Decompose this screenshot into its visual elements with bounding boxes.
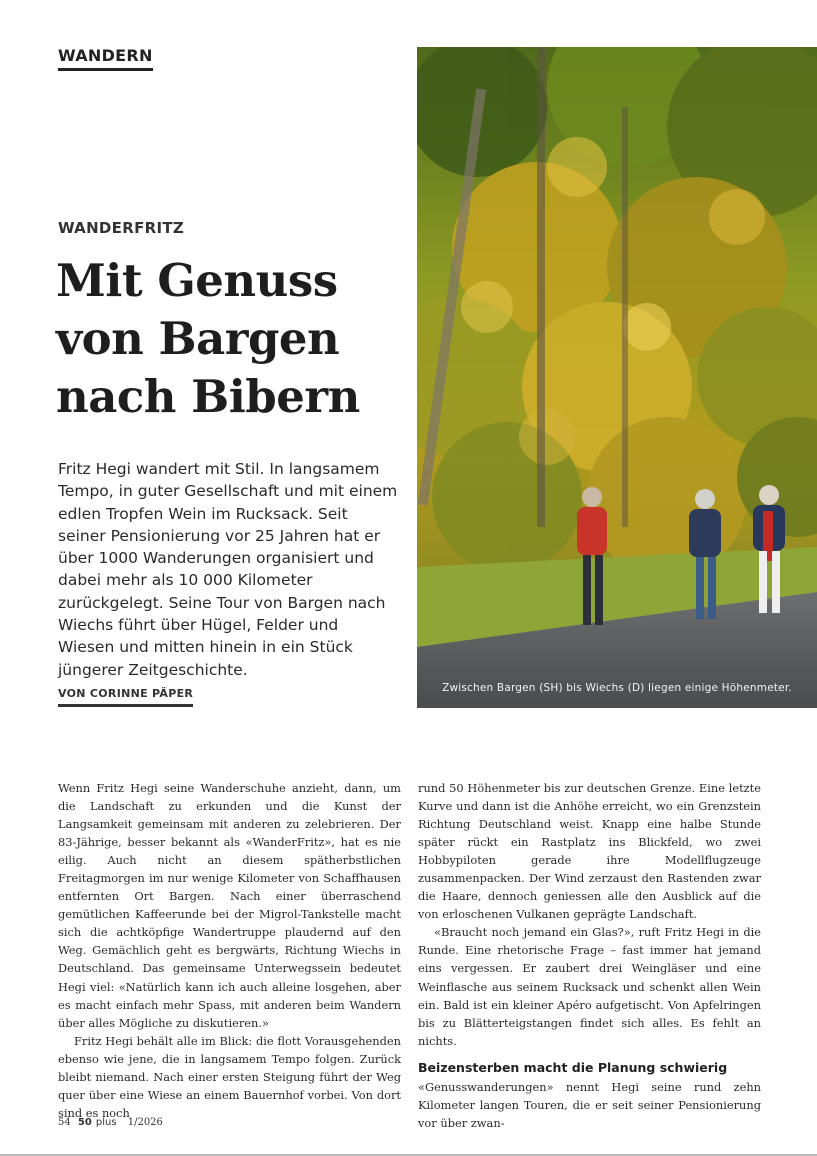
issue-number: 1/2026: [127, 1117, 163, 1128]
body-column-left: [58, 779, 401, 1122]
photo-caption: Zwischen Bargen (SH) bis Wiechs (D) liegen einige Höhenmeter.: [442, 682, 792, 694]
brand-suffix: plus: [95, 1117, 117, 1128]
body-column-right: [418, 779, 761, 1132]
headline-line-1: Mit Genuss: [56, 254, 338, 307]
headline-line-2: von Bargen: [56, 312, 340, 365]
author-byline: VON CORINNE PÄPER: [58, 687, 193, 707]
magazine-brand: [78, 1117, 121, 1128]
body-paragraph: Fritz Hegi behält alle im Blick: die flott Vorausgehenden ebenso wie jene, die in langsamem Tempo folgen. Zurück bleibt niemand. Nach einer ersten Steigung führt der Weg quer über eine Wiese an einem Bauernhof vorbei. Von dort sind es noch: [58, 1033, 401, 1120]
hero-photo: [417, 47, 817, 708]
section-label: WANDERN: [58, 46, 153, 71]
article-kicker: WANDERFRITZ: [58, 219, 185, 237]
body-paragraph: «Genusswanderungen» nennt Hegi seine rund zehn Kilometer langen Touren, die er seit seiner Pensionierung vor über zwan-: [418, 1079, 761, 1130]
article-headline: [56, 252, 406, 426]
brand-number: 50: [77, 1117, 92, 1128]
body-paragraph: Wenn Fritz Hegi seine Wanderschuhe anzieht, dann, um die Landschaft zu erkunden und die Kunst der Langsamkeit gemeinsam mit anderen zu zelebrieren. Der 83-Jährige, besser bekannt als «WanderFritz», hat es nie eilig. Auch nicht an diesem spätherbstlichen Freitagmorgen im nur wenige Kilometer von Schaffhausen entfernten Ort Bargen. Nach einer überraschend gemütlichen Kaffeerunde bei der Migrol-Tankstelle macht sich die achtköpfige Wandertruppe plaudernd auf den Weg. Gemächlich geht es bergwärts, Richtung Wiechs in Deutschland. Das gemeinsame Unterwegssein bedeutet Hegi viel: «Natürlich kann ich auch alleine losgehen, aber es macht einfach mehr Spass, mit anderen beim Wandern über alles Mögliche zu diskutieren.»: [58, 781, 401, 1030]
lead-paragraph: Fritz Hegi wandert mit Stil. In langsamem Tempo, in guter Gesellschaft und mit einem edlen Tropfen Wein im Rucksack. Seit seiner Pensionierung vor 25 Jahren hat er über 1000 Wanderungen organisiert und dabei mehr als 10 000 Kilometer zurückgelegt. Seine Tour von Bargen nach Wiechs führt über Hügel, Felder und Wiesen und mitten hinein in ein Stück jüngerer Zeitgeschichte.: [58, 460, 398, 679]
article-lead: [58, 458, 398, 681]
body-paragraph: «Braucht noch jemand ein Glas?», ruft Fritz Hegi in die Runde. Eine rhetorische Frage – fast immer hat jemand eins vergessen. Er zaubert drei Weingläser und eine Weinflasche aus seinem Rucksack und schenkt allen Wein ein. Bald ist ein kleiner Apéro aufgetischt. Von Apfelringen bis zu Blätterteigstangen findet sich alles. Es fehlt an nichts.: [418, 925, 761, 1048]
hiking-scene-illustration: [417, 47, 817, 708]
page-number: 54: [58, 1117, 71, 1128]
section-subheading: Beizensterben macht die Planung schwierig: [418, 1059, 728, 1075]
body-paragraph: rund 50 Höhenmeter bis zur deutschen Grenze. Eine letzte Kurve und dann ist die Anhöhe erreicht, wo ein Grenzstein Richtung Deutschland weist. Knapp eine halbe Stunde später rückt ein Rastplatz ins Blickfeld, wo zwei Hobbypiloten gerade ihre Modellflugzeuge zusammenpacken. Der Wind zerzaust den Rastenden zwar die Haare, dennoch geniessen alle den Ausblick auf die von erloschenen Vulkanen geprägte Landschaft.: [418, 781, 761, 922]
headline-line-3: nach Bibern: [56, 370, 360, 423]
page-footer: [58, 1117, 167, 1128]
